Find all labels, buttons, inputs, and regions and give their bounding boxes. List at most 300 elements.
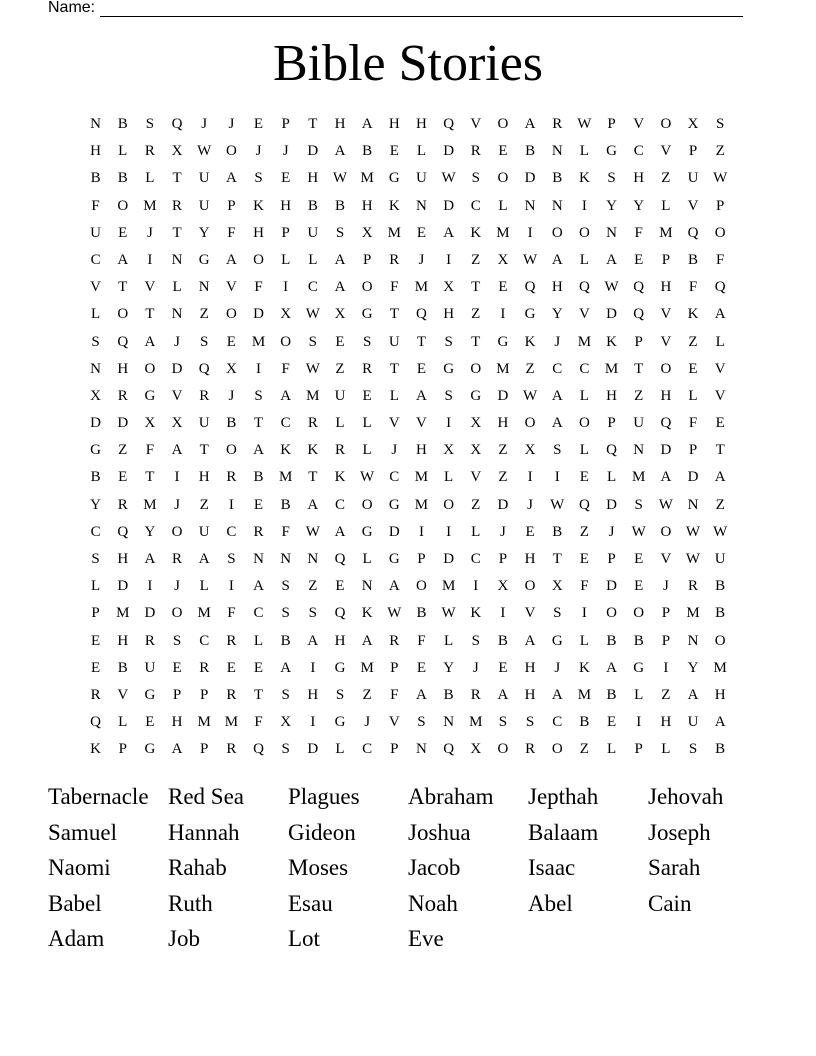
grid-letter: W — [522, 251, 538, 268]
grid-letter: D — [606, 496, 617, 513]
grid-letter: J — [554, 333, 561, 350]
grid-letter: N — [443, 714, 455, 731]
grid-letter: N — [90, 360, 101, 377]
grid-letter: C — [334, 496, 345, 513]
grid-letter: J — [527, 496, 533, 513]
grid-letter: Y — [551, 306, 563, 323]
grid-letter: O — [551, 741, 563, 758]
grid-letter: N — [171, 306, 183, 323]
grid-letter: O — [470, 360, 482, 377]
grid-letter: M — [116, 605, 130, 622]
grid-letter: R — [525, 741, 536, 758]
grid-letter: A — [334, 143, 346, 160]
word-bank-item: Eve — [408, 926, 444, 951]
grid-letter: S — [172, 632, 182, 649]
grid-letter: D — [307, 741, 319, 758]
grid-letter: X — [443, 442, 455, 459]
grid-letter: L — [389, 387, 399, 404]
grid-letter: P — [362, 251, 372, 268]
grid-letter: R — [226, 686, 237, 703]
grid-letter: U — [388, 333, 400, 350]
grid-letter: L — [335, 415, 345, 432]
grid-letter: L — [634, 686, 644, 703]
grid-letter: G — [388, 170, 400, 187]
grid-letter: M — [360, 170, 374, 187]
grid-letter: L — [172, 279, 182, 296]
grid-letter: P — [688, 442, 698, 459]
grid-letter: Y — [606, 197, 617, 214]
grid-letter: Z — [199, 496, 209, 513]
grid-letter: R — [144, 143, 155, 160]
grid-letter: F — [227, 224, 236, 241]
word-bank-item: Joseph — [648, 819, 711, 845]
grid-letter: B — [253, 469, 264, 486]
grid-letter: O — [361, 279, 373, 296]
grid-letter: F — [716, 251, 725, 268]
grid-letter: E — [118, 224, 128, 241]
grid-letter: H — [416, 116, 427, 132]
grid-letter: S — [688, 741, 698, 758]
grid-letter: P — [607, 415, 616, 432]
grid-letter: C — [280, 415, 291, 432]
grid-letter: B — [90, 469, 101, 486]
grid-letter: K — [470, 605, 482, 622]
grid-letter: H — [117, 360, 129, 377]
grid-letter: B — [688, 251, 699, 268]
grid-letter: M — [414, 279, 429, 296]
word-bank-item: Naomi — [48, 855, 111, 880]
grid-letter: O — [524, 415, 536, 432]
grid-letter: S — [254, 170, 263, 187]
grid-letter: R — [199, 659, 210, 676]
grid-letter: Z — [199, 306, 209, 323]
grid-letter: R — [307, 415, 318, 432]
grid-row — [82, 383, 734, 410]
grid-letter: I — [283, 279, 289, 296]
grid-letter: E — [253, 116, 264, 132]
grid-letter: D — [117, 415, 129, 432]
grid-letter: I — [446, 251, 452, 268]
grid-letter: L — [688, 387, 698, 404]
grid-letter: R — [552, 116, 563, 132]
grid-letter: W — [441, 170, 456, 187]
grid-letter: R — [226, 741, 237, 758]
grid-letter: A — [714, 469, 726, 486]
grid-letter: D — [497, 387, 509, 404]
grid-letter: O — [497, 741, 509, 758]
grid-letter: M — [469, 714, 483, 731]
grid-letter: S — [444, 387, 453, 404]
grid-row — [82, 329, 734, 356]
word-bank-item: Abel — [528, 890, 573, 916]
grid-letter: E — [362, 387, 372, 404]
grid-letter: R — [226, 632, 237, 649]
grid-letter: S — [227, 551, 236, 567]
grid-row — [82, 519, 734, 546]
grid-letter: M — [387, 224, 401, 241]
grid-letter: M — [713, 659, 727, 676]
grid-letter: W — [577, 116, 592, 132]
grid-letter: K — [307, 442, 319, 459]
grid-letter: J — [608, 523, 615, 540]
grid-letter: M — [143, 496, 157, 513]
grid-letter: E — [90, 632, 101, 649]
grid-letter: Q — [253, 741, 264, 758]
grid-letter: W — [387, 605, 402, 622]
grid-letter: H — [524, 686, 536, 703]
grid-letter: O — [578, 415, 590, 432]
grid-letter: J — [174, 496, 180, 513]
grid-letter: B — [552, 523, 563, 540]
grid-letter: L — [579, 442, 589, 459]
grid-letter: S — [444, 333, 453, 350]
grid-letter: M — [496, 224, 510, 241]
grid-letter: Q — [687, 224, 699, 241]
grid-letter: C — [199, 632, 210, 649]
grid-letter: F — [227, 605, 236, 622]
grid-letter: E — [90, 659, 101, 676]
grid-letter: Z — [362, 686, 372, 703]
grid-letter: Z — [471, 251, 481, 268]
grid-letter: A — [497, 686, 509, 703]
grid-letter: O — [225, 306, 237, 323]
grid-letter: V — [660, 143, 672, 160]
grid-letter: J — [364, 714, 371, 731]
grid-letter: O — [171, 523, 183, 540]
word-bank-item: Adam — [48, 926, 105, 951]
grid-letter: S — [308, 333, 317, 350]
grid-row — [82, 138, 734, 165]
grid-letter: C — [90, 523, 101, 540]
grid-letter: E — [606, 714, 617, 731]
grid-letter: X — [524, 442, 536, 459]
grid-letter: N — [361, 578, 373, 595]
grid-letter: N — [198, 279, 210, 296]
grid-letter: A — [524, 116, 536, 132]
grid-letter: H — [606, 387, 617, 404]
grid-letter: J — [228, 116, 235, 132]
grid-letter: P — [281, 116, 290, 132]
grid-letter: H — [660, 279, 672, 296]
grid-letter: H — [307, 686, 319, 703]
grid-letter: B — [633, 632, 644, 649]
grid-letter: I — [554, 469, 560, 486]
grid-letter: Q — [633, 306, 645, 323]
grid-letter: O — [714, 224, 726, 241]
grid-letter: X — [171, 415, 183, 432]
grid-letter: V — [171, 387, 183, 404]
grid-letter: X — [171, 143, 183, 160]
grid-letter: K — [334, 469, 346, 486]
grid-letter: T — [145, 306, 155, 323]
grid-letter: O — [660, 360, 672, 377]
grid-row — [82, 464, 734, 491]
grid-letter: W — [713, 523, 728, 540]
grid-letter: V — [660, 551, 672, 567]
grid-letter: Y — [687, 659, 699, 676]
grid-letter: K — [578, 170, 590, 187]
grid-row — [82, 274, 734, 301]
word-bank-item: Job — [168, 926, 200, 951]
grid-letter: H — [334, 632, 346, 649]
grid-row — [82, 736, 734, 763]
grid-letter: B — [117, 659, 128, 676]
grid-letter: O — [497, 116, 509, 132]
grid-letter: R — [172, 551, 183, 567]
grid-letter: O — [117, 197, 129, 214]
grid-letter: T — [145, 469, 155, 486]
grid-letter: T — [172, 170, 182, 187]
grid-letter: P — [716, 197, 725, 214]
grid-letter: O — [416, 578, 427, 595]
grid-letter: Z — [525, 360, 535, 377]
grid-letter: Y — [198, 224, 210, 241]
word-bank-item: Plagues — [288, 784, 360, 809]
grid-letter: I — [446, 415, 452, 432]
grid-letter: L — [308, 251, 318, 268]
grid-letter: P — [118, 741, 127, 758]
grid-letter: B — [552, 170, 563, 187]
grid-letter: A — [171, 741, 183, 758]
grid-letter: X — [443, 279, 455, 296]
grid-row — [82, 220, 734, 247]
grid-letter: T — [308, 469, 318, 486]
grid-letter: A — [687, 686, 699, 703]
grid-letter: Z — [498, 442, 508, 459]
grid-letter: R — [362, 360, 373, 377]
grid-letter: J — [662, 578, 669, 595]
grid-letter: Z — [335, 360, 345, 377]
grid-letter: J — [391, 442, 398, 459]
grid-letter: S — [281, 578, 290, 595]
grid-letter: R — [117, 387, 128, 404]
grid-letter: T — [389, 360, 399, 377]
grid-letter: V — [660, 333, 672, 350]
grid-letter: P — [200, 686, 209, 703]
grid-letter: L — [118, 714, 128, 731]
grid-letter: R — [470, 143, 481, 160]
grid-letter: T — [172, 224, 182, 241]
grid-letter: Z — [471, 496, 481, 513]
grid-letter: O — [660, 116, 672, 132]
word-bank-item: Sarah — [648, 855, 701, 880]
grid-letter: U — [198, 197, 210, 214]
grid-letter: H — [280, 197, 292, 214]
grid-letter: I — [500, 605, 506, 622]
grid-letter: C — [253, 605, 264, 622]
grid-letter: A — [606, 251, 617, 268]
grid-letter: L — [715, 333, 725, 350]
grid-letter: K — [361, 605, 373, 622]
grid-letter: P — [227, 197, 236, 214]
grid-letter: S — [471, 632, 480, 649]
word-bank-item: Noah — [408, 890, 458, 916]
grid-letter: A — [253, 578, 264, 595]
grid-letter: L — [444, 469, 454, 486]
grid-letter: T — [199, 442, 209, 459]
grid-row — [82, 247, 734, 274]
grid-letter: H — [443, 306, 455, 323]
word-bank-item: Isaac — [528, 855, 576, 880]
grid-row — [82, 600, 734, 627]
grid-letter: E — [281, 170, 291, 187]
grid-letter: S — [200, 333, 209, 350]
grid-letter: Q — [198, 360, 210, 377]
grid-letter: D — [606, 306, 617, 323]
grid-letter: S — [471, 170, 480, 187]
grid-letter: M — [604, 360, 619, 377]
grid-letter: A — [198, 551, 210, 567]
grid-letter: M — [143, 197, 157, 214]
grid-letter: R — [389, 251, 400, 268]
grid-letter: S — [335, 686, 345, 703]
grid-letter: H — [416, 442, 427, 459]
word-bank-item: Moses — [288, 855, 349, 880]
grid-letter: X — [225, 360, 237, 377]
grid-letter: B — [307, 197, 318, 214]
grid-letter: E — [498, 659, 508, 676]
grid-letter: O — [361, 496, 373, 513]
grid-letter: B — [715, 605, 726, 622]
grid-letter: S — [716, 116, 725, 132]
grid-letter: L — [444, 632, 454, 649]
grid-letter: N — [606, 224, 617, 241]
grid-letter: E — [634, 578, 644, 595]
grid-letter: E — [118, 469, 128, 486]
name-underline[interactable] — [100, 0, 743, 17]
grid-letter: P — [661, 251, 671, 268]
grid-letter: P — [688, 143, 698, 160]
grid-letter: V — [388, 415, 400, 432]
grid-letter: N — [524, 197, 536, 214]
grid-letter: D — [90, 415, 101, 432]
grid-letter: G — [334, 714, 346, 731]
grid-letter: T — [118, 279, 128, 296]
grid-letter: E — [498, 279, 508, 296]
grid-letter: H — [497, 415, 509, 432]
grid-letter: A — [307, 632, 319, 649]
grid-letter: V — [714, 360, 726, 377]
word-search-grid — [82, 111, 734, 764]
grid-letter: N — [307, 551, 319, 567]
grid-letter: I — [663, 659, 669, 676]
grid-letter: K — [253, 197, 264, 214]
grid-letter: P — [498, 551, 508, 567]
grid-letter: X — [361, 224, 373, 241]
grid-letter: C — [307, 279, 318, 296]
grid-letter: P — [661, 605, 671, 622]
grid-letter: L — [661, 197, 671, 214]
grid-letter: E — [172, 659, 182, 676]
grid-letter: O — [578, 224, 590, 241]
grid-letter: F — [580, 578, 589, 595]
grid-letter: G — [198, 251, 210, 268]
grid-letter: A — [388, 578, 400, 595]
grid-row — [82, 573, 734, 600]
grid-letter: O — [144, 360, 156, 377]
page-title: Bible Stories — [272, 35, 544, 92]
grid-letter: L — [145, 170, 155, 187]
grid-letter: S — [254, 387, 263, 404]
grid-letter: I — [581, 197, 587, 214]
grid-letter: F — [281, 360, 290, 377]
grid-letter: C — [552, 360, 563, 377]
grid-letter: U — [687, 714, 699, 731]
grid-letter: S — [553, 605, 562, 622]
grid-letter: X — [497, 251, 509, 268]
grid-row — [82, 682, 734, 709]
grid-letter: E — [416, 659, 427, 676]
grid-letter: M — [414, 469, 429, 486]
grid-letter: L — [416, 143, 427, 160]
grid-letter: H — [171, 714, 183, 731]
grid-letter: E — [226, 659, 236, 676]
grid-letter: F — [688, 279, 698, 296]
grid-letter: G — [90, 442, 101, 459]
grid-letter: V — [117, 686, 129, 703]
grid-letter: B — [280, 496, 291, 513]
grid-letter: A — [334, 523, 346, 540]
grid-letter: E — [498, 143, 508, 160]
grid-letter: I — [147, 251, 153, 268]
grid-letter: B — [334, 197, 345, 214]
grid-letter: A — [551, 415, 563, 432]
grid-letter: H — [660, 714, 672, 731]
grid-letter: X — [280, 714, 292, 731]
grid-letter: A — [714, 306, 726, 323]
grid-letter: A — [334, 279, 346, 296]
grid-letter: H — [660, 387, 672, 404]
grid-letter: F — [145, 442, 155, 459]
grid-letter: A — [334, 251, 346, 268]
grid-letter: Q — [334, 551, 346, 567]
grid-letter: P — [91, 605, 100, 622]
name-field[interactable] — [48, 0, 743, 17]
grid-row — [82, 492, 734, 519]
grid-letter: N — [253, 551, 264, 567]
grid-letter: I — [636, 714, 642, 731]
grid-letter: M — [251, 333, 266, 350]
grid-letter: O — [443, 496, 455, 513]
grid-letter: W — [360, 469, 375, 486]
grid-letter: G — [606, 143, 617, 160]
grid-letter: E — [634, 551, 644, 567]
grid-letter: C — [579, 360, 590, 377]
grid-letter: I — [256, 360, 262, 377]
grid-letter: T — [471, 279, 481, 296]
grid-letter: T — [471, 333, 481, 350]
grid-letter: W — [631, 523, 646, 540]
grid-letter: B — [525, 143, 536, 160]
grid-letter: G — [144, 686, 156, 703]
grid-letter: G — [633, 659, 645, 676]
grid-letter: X — [280, 306, 292, 323]
grid-letter: I — [500, 306, 506, 323]
grid-row — [82, 628, 734, 655]
grid-letter: O — [606, 605, 617, 622]
grid-letter: S — [145, 116, 155, 132]
grid-letter: L — [471, 523, 481, 540]
grid-letter: A — [117, 251, 129, 268]
grid-letter: D — [117, 578, 129, 595]
grid-letter: A — [551, 686, 563, 703]
grid-letter: K — [388, 197, 400, 214]
grid-letter: J — [255, 143, 262, 160]
grid-letter: U — [714, 551, 726, 567]
grid-letter: R — [199, 387, 210, 404]
grid-letter: Q — [578, 496, 590, 513]
grid-letter: O — [253, 251, 264, 268]
